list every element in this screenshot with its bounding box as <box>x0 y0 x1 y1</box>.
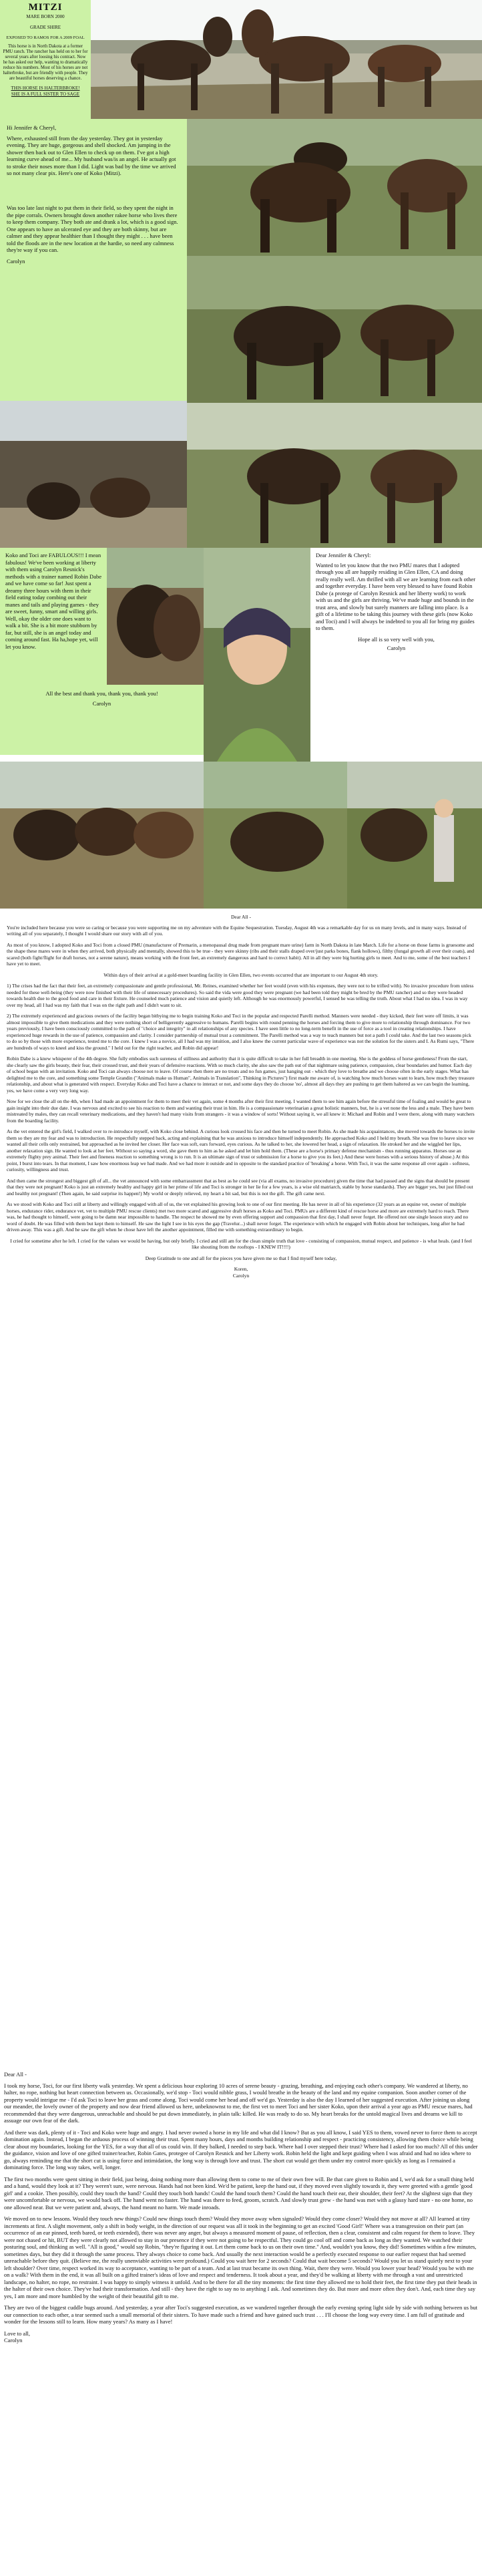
letter-2-panel <box>0 548 107 685</box>
photo-horse-paddock-2 <box>187 256 482 403</box>
section-4-greeting: Dear All - <box>231 914 251 920</box>
photo-barn <box>0 401 187 548</box>
section-4-p9: And then came the strongest and biggest gift of all... the vet announced with some embarrassment that as best as he could see (via all exams, no invasive procedure) given the time that had passed and the signs that should be present that they were not pregnant! Koko is just an extremely healthy and happy girl in her prime of life and Toci is stronger in her lie for a few years, is a wise old matriarch, stable by horse standards). They are bigger yes, but just filled out and healthy not pregnant! (Then again, he said surprise its happen!) My world or deeply relieved, my heart a bit sad, but this is not the gift. The gift came next. <box>7 1177 473 1196</box>
bio-text: This horse is in North Dakota at a former PMU ranch. The rancher has held on to her for several years after loosing his contract. Now he has asked our help, wanting to dramatically reduce his numbers. Most of his horses are not halterbroke, but are friendly with people. They are beautiful horses deserving a chance. <box>3 44 88 81</box>
letter-3-sign: Carolyn <box>387 645 406 651</box>
section-5-greeting: Dear All - <box>4 2071 27 2078</box>
photo-horses-duo <box>107 548 204 685</box>
section-5-p1: I took my horse, Toci, for our first liberty walk yesterday. We spent a delicious hour exploring 10 acres of serene beauty - grazing, breathing, and enjoying each other's company. We wandered at liberty, no halter, no rope, nothing but heart connection between us. Occasionally, we'd stop - Toci would nibble grass, I would breathe in the beauty of the land and my equine companion. Soon another corner of the property would intrigue me - I'd ask Toci to leave her grass and come along. Toci would come her head and off we'd go. Yesterday is also the day I learned of her suggested execution. After joining us along our meander, the lovely owner of the property and now dear friend allowed us here, unbeknownst to me, the first vet to meet Toci and her sister Koko, upon their arrival a year ago as PMU rescue mares, had recommended that they were dangerous, unreachable and should be put down immediately, in plain talk: killed. He was ready to do so. My heart breaks for the untold magical lives and dreams we kill to assuage our own fear of the dark. <box>4 2082 473 2124</box>
section-5-sign: Love to all, <box>4 2329 30 2337</box>
section-4-p10: As we stood with Koko and Toci still at liberty and willingly engaged with all of us, the vet explained his growing look to one of our first meeting. He has never in all of his experience (32 years as an equine vet, owner of multiple horses, endurance rider, endurance vet, vet to multiple PMU rescue clients) met two more scared and aggressive draft horses as Koko and Toci. PMUs are a different kind of rescue horse and more are extremely hard to reach. There was, he had thought to himself, were going to be damn near impossible to handle. The respect he showed me by even offering support and compassion that first day, I shall never forget. He offered not one single lesson story and no word of doubt. He was filled with them but kept them to himself. He saw the light I see in his eyes the gap (Travelur...) shall never forget. The experience with which he engaged with Robin about her techniques, long after he had driven away. This was a gift. And he saw the gift when he chose have left the another appointment, filled me with something extraordinary to begin. <box>7 1201 469 1233</box>
letter-3-body: Wanted to let you know that the two PMU mares that I adopted through you all are happily residing in Glen Ellen, CA and doing really really well. Am thrilled with all we are learning from each other and together everyday. I have been very blessed to have found Robin Dabe (a protege of Carolyn Resnick and her liberty work) to work with us and the girls are thriving. We've made huge and bounds in the trust area, and slowly but surely manners are falling into place. Is a gift of a lifetime to be taking this journey with these girls (now Koko and Toci) and I will always be indebted to you all for bring my guides to them. <box>316 561 476 631</box>
letter-1-panel-b <box>0 200 187 401</box>
exposed-line: EXPOSED TO RAMOS FOR A 2009 FOAL <box>6 35 85 40</box>
section-4-sign-2: Carolyn <box>232 1272 250 1279</box>
letter-2-body-2: All the best and thank you, thank you, thank you! <box>45 690 158 697</box>
section-4-p3: Within days of their arrival at a gold-meet boarding facility in Glen Ellen, two events occurred that are important to our August 4th story. <box>103 971 379 978</box>
section-5-p2: And there was dark, plenty of it - Toci and Koko were huge and angry. I had never owned a horse in my life and what did I know? But as you all know, I said YES to them, vowed never to force them to accept domination again. Instead, I began the arduous process of winning their trust. Spent many hours, days and months building relationship and respect - practicing consistency, allowing them choice while being clear about my boundaries, looking for the YES, for a way that all of us could win. If they balked, I needed to step back. Where had I over stepped their trust? Where had I asked for too much? All of this under the guidance, vision and love of one gifted trainer/teacher, Robin Gates, protegee of Carolyn Resnick and her Liberty work. Robin held the light and kept guiding when I was afraid and had no idea where to go, always reminding me that the short cut is using force and intimidation, the long way is through love and trust. The short cut would get them under my control more quickly as long as I remained a dominating force. The long way takes, well, longer. <box>4 2128 478 2170</box>
section-4-p11: I cried for sometime after he left. I cried for the values we would be having, but only briefly. I cried and still am for the clean simple truth that love - consisting of compassion, mutual respect, and patience - is what heals. (and I feel like shouting from the rooftops - I KNEW IT!!!!) <box>10 1237 472 1250</box>
letter-3-closing: Hope all is so very well with you, <box>358 635 435 643</box>
letter-1-sign: Carolyn <box>7 257 25 265</box>
section-4-p1: You're included here because you were so caring or because you were supporting me on my adventure with the Equine Sequestration. Tuesday, August 4th was a remarkable day for us on many levels, and in many ways. Instead of writing all of you separately, I thought I would share our story with all of you. <box>7 924 467 937</box>
section-4-p7: Now for we close the all on the 4th, when I had made an appointment for them to meet their vet again, some 4 months after their first meeting. I wanted them to see him again before the stressful time of foaling and would be great to gain insight into their due date. I was nervous and excited to see his reaction to them and wanting their trust in him. He is a compassionate veterinarian a great holistic manners, but, he is a vet none the less and a male. They have been mistreated by males, they can recall veterinary medications, and they haven't had many visits from strangers - it was a window of sorts! Without saying it, we all knew it: Michael and Robin and I were there, along with many watchers from the boarding facility. <box>7 1098 475 1124</box>
photo-woman-with-horse <box>347 762 482 909</box>
photo-woman-portrait <box>204 548 310 762</box>
grade-line: GRADE SHIRE <box>29 25 61 30</box>
section-5-p3: The first two months were spent sitting in their field, just being, doing nothing more than allowing them to come to me of their own free will. Be that care given to Robin and I, we'd ask for a small thing held and a hand, would they look at it? They weren't sure, were nervous. Hands had not been kind. We'd be patient, keep the hand out, if they moved even slightly towards it, they were greeted with a gentle 'good girl' and a cookie. Then possibly, could they touch the hand? Could they touch both hands! Could the hand touch them? Could the hand touch their ear, their shoulder, their feet? At the slightest sign that they were uncomfortable or nervous, we would back off. The hand went no faster. The hand was there to feed, groom, scratch. And slowly trust grew - the hand was met with a glassy hard stare - no one home, no one allowed near. But we were patient and, always, the hand meant no harm. We made inroads. <box>4 2175 474 2211</box>
letter-3-greeting: Dear Jennifer & Cheryl: <box>316 552 371 558</box>
section-4-p12: Deep Gratitude to one and all for the pieces you have given me so that I find myself here today, <box>145 1255 337 1261</box>
letter-1-body: Where, exhausted still from the day yesterday. They got in yesterday evening. They are huge, gorgeous and shell shocked. Am jumping in the shower then back out to Glen Ellen to check up on them. I've got a high learning curve ahead of me... My husband was/is an angel. He actually got to stroke their noses more than I did. Light was bad by the time we arrived so not many clear pix. Here's one of Koko (Mitzi). <box>7 134 176 176</box>
photo-horses-field <box>91 0 482 119</box>
photo-horse-paddock-3 <box>187 403 482 548</box>
section-4-p6: Robin Dabe is a knew whisperer of the 4th degree. She fully embodies such sureness of stillness and authority that it is quite difficult to take in her full breadth in one meeting. She is the goddess of horse gentleness! From the start, she clearly saw the girls beauty, their fear, their crossed trust, and their years of defensive reactions. With so much clarity, she also saw the path out of that nightmare using patience, compassion, clear boundaries and humor. Each day of school began with an invitation. Koko and Toci can always choose not to leave. Of course then there are no treats and no fun games, just hanging out - which they love to breathe and we choose often in the early stages. What has delighted me to the core, and something some Temple Grandin ("Animals make us Human", Animals in Translation", Thinking in Pictures") first made me aware of, is watching how much horses want to learn, how much they treasure relationship, and about what is generated with respect. Everyday Koko and Toci have a chance to interact or not, and some days they do choose 'no', almost all days they are pushing to get them haltered as we can begin the learning, yes, we have come a very very long way. <box>7 1056 475 1094</box>
section-5-p4: We moved on to new lessons. Would they touch new things? Could new things touch them? Would they move away when signaled? Would they come closer? Would they not move at all? All learned at tiny increments at first. A slight movement, only a shift in body weight, in the direction of our request was all it took in the beginning to get an excited 'Good Girl!' Where was a transgression on their part (an occurrence of an ear pinned, teeth bared, or teeth extended), there was never any anger, but always a measured moment of pause, of reflection, then a clear, consistent and calm request for them to leave. They were not chased or hit, BUT they were clearly not allowed to stay in our presence if they were not going to be respectful. They could go cool off and come back as long as they wanted. We watched their posturing soul, and thinking as well. "All is good," would say Robin, "they're figuring it out. Let them come back to us on their own time." And, wouldn't you know, they did! Sometimes within a few minutes, sometimes days, but they did it through the same process. They always choice to come back. And usually the next interaction would be a perfectly executed response to our earlier request that had seemed unreachable before they quit. (Believe me, the really unenviable activities were profound.) Could you wait here for 2 seconds? Could that wait become 5 seconds? Would you let us stand quietly next to your left shoulder? Over time, respect worked its way to acceptance, wanting to be part of a team. And at last trust became its own thing. Wait, there they were. Would you lower your head? Would you be with me on a walk? With them in the end, it was all built on a gifted trainer's ideas of love and respect and tenderness. It took about a year, and they'd be walking at liberty with me through a vast and unrestricted landscape, no halter, no rope, no restraint. I was happy to simply witness it unfold. And to be there for all the tiny moments: the first time they allowed me to hold their feet, the first time they put their heads in the halter of their own choice. They've had their transformation. And still - they have the right to say no to anything I ask. And sometimes they do. But more and more often they don't. And, each time they say yes, I am more and more humbled by the weight of their beautiful gift to me. <box>4 2215 477 2299</box>
status-text: THIS HORSE IS HALTERBROKE! SHE IS A FULL SISTER TO SAGE <box>11 86 80 97</box>
letter-2-panel-b <box>0 685 204 755</box>
section-4-p4: 1) The crises had the fact that their feet, an extremely compassionate and gentle professional, Mr. Reines, examined whether her feet would (even with his expenses, they were not to be trifled with). No invasive procedure from unless needed for these well-being (they were now finished with their life of unnecessary procedures). So said the vida were good they were pregnant (we had been told they might be bred by the PMU rancher) and so they were headed towards health due to the good food and care in their fixture. He counseled much patience and vision and quietly left. Although he was enormously powerful, I sensed he was telling the truth. About what I had no idea. I was in way over my head, all I had was my faith that I was on the right path and I didn't want to sit. <box>7 983 474 1008</box>
letter-2-sign: Carolyn <box>92 699 111 707</box>
section-4-p5: 2) The extremely experienced and gracious owners of the facility began bitbying me to begin training Koko and Toci in the popular and respected Parelli method. Manners were needed - they kicked, their feet were off limits, it was almost impossible to give them medications and they were nothing short of belligerently aggressive to humans. Parelli begins with round penning the horses and forcing them to give more to relationship through dominance. For two years previously, I have been consciously committed to the path of "choice and integrity" in all relationships of any species. I have seen little to no long-term benefit in the use of force as a tool in creating relationships. I have experienced huge rewards in the use of patience, compassion and clarity. I consider partnership of mutual trust a commitment. The Parelli method was a way to teach manners but not a path I could take. And the last two seasons pick to do so by those with more experience, tested me to the core. I knew I was a novice, all I had was my intuition, and I also knew the current particular wave of experience was not the solution for the sisters and I. As Rumi says, "There are hundreds of ways to kneel and kiss the ground." I held out for the right teacher, and Robin did appear! <box>7 1013 475 1051</box>
section-4-sign: Koren, <box>234 1266 248 1272</box>
photo-horse-grazing <box>204 762 347 909</box>
photo-horse-paddock-1 <box>187 119 482 256</box>
section-5-sign-2: Carolyn <box>4 2337 23 2344</box>
born-line: MARE BORN 2000 <box>26 14 65 19</box>
intro-panel <box>0 0 91 119</box>
letter-2-body: Koko and Toci are FABULOUS!!! I mean fabulous! We've been working at liberty with them using Carolyn Resnick's methods with a trainer named Robin Dabe and we have come so far! Just spent a dreamy three hours with them in their field eating today combing out their manes and tails and playing games - they are sweet, funny, smart and willing girls. Well, okay the older one does want to walk a bit. She is a bit more stubborn by far, but still, she is an angel today and coming around fast. Ha ha,hope yet, will let you know. <box>5 552 101 650</box>
photo-horses-herd <box>0 762 204 909</box>
section-5 <box>4 2071 478 2344</box>
section-4 <box>7 914 475 1279</box>
section-4-p2: As most of you know, I adopted Koko and Toci from a closed PMU (manufacturer of Premarin, a menopausal drug made from pregnant mare urine) farm in North Dakota in late March. Life for a horse on those farms is gruesome and the shape these mares were in when they arrived, both physically and mentally, showed this to be true - they were skinny (ribs and their stalls draped over/just parks bones, flank hollows), filthy (fungal growth all over their coats), and scared (both fight/flight for draft horses, not a serene nature), means working with the front feet, an extremely dangerous and hard to correct habit). All in all they were big hurting girls to meet. And to me, some of the best teachers I have yet to meet. <box>7 941 475 967</box>
horse-name: MITZI <box>28 2 63 13</box>
letter-3-panel <box>310 548 482 762</box>
section-5-p5: They are two of the biggest cuddle bugs around. And yesterday, a year after Toci's suggested execution, as we wandered together through the early evening spring light side by side with nothing between us but our connection to each other, a tear seemed such a small memorial of their sisters. To have made such a friend and have gained such trust . . . I'll choose the long way every time. I am full of gratitude and wonder for the lessons still to learn. How many years? As many as I have! <box>4 2304 478 2325</box>
section-4-p8: As the vet entered the girl's field, I walked over to re-introduce myself, with Koko close behind. A curious look crossed his face and then he turned to meet Robin. As she made his acquaintances, she moved towards the horses to invite them so they are my fear and was to introduction. He respectfully stepped back, acting and explaining that he was anxious to introduce himself independently. He approached Koko and I held my breath. She was free to leave since we wanted all their cells only restrained, but approached as he invited her closer. Her face was soft, ears forward, eyes curious. As he talked to her, she lowered her head, a sign of relaxation. He stroked her and she wiggled her lips, another relaxation sign. He wanted to look at her feet. Without so saying a word, she gave them to him as he asked and let him hold them. (These are a horse's primary defense mechanism - thus running apparatus. Horses use an extremely flighty prey animal. Their feet and fineness reaction to something wrong is to run. It is an ultimate sign of trust or submission for a horse to give you its feet.) And these were horses with a serious history of abuse.) At this point, I burst into tears. In that moment, I saw how enormous leap we had made. And we had more it outside and in opposite to the standard practice of 'breaking' a horse. With Toci, it was the same response all over again - softness, curiosity, willingness and trust. <box>7 1128 475 1172</box>
letter-1-greeting: Hi Jennifer & Cheryl, <box>7 124 57 131</box>
letter-1-body-2: Was too late last night to put them in their field, so they spent the night in the pipe corrals. Owners brought down another rakee horse who lives there to keep them company. They both ate and drank a lot, which is a good sign. One appears to have an ulcerated eye and they are both skinny, but are calmer and they appear healthier than I thought they might . . . have been told the floods are in the new location at the hardie, so need any calmness they're way if you can. <box>7 204 178 253</box>
